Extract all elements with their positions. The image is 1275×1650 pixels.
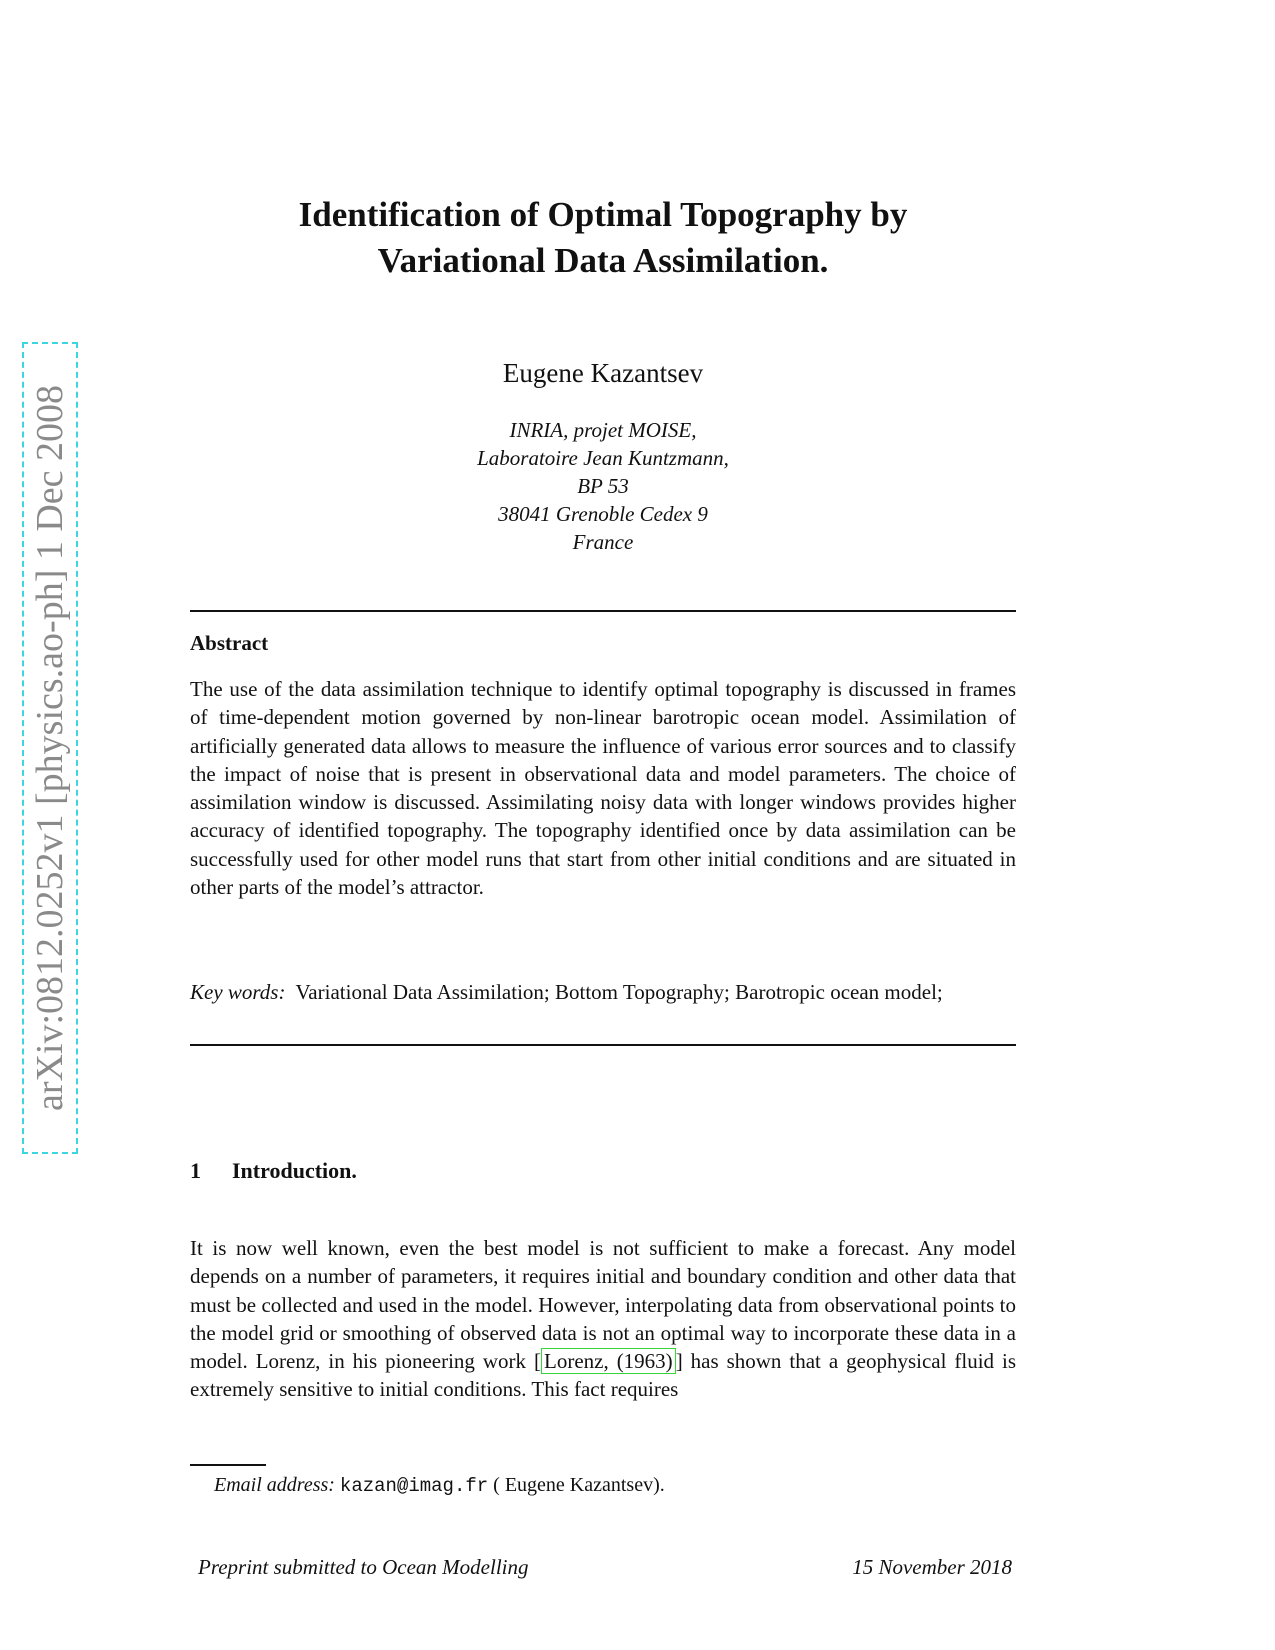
- keywords-text: Variational Data Assimilation; Bottom Topography; Barotropic ocean model;: [295, 980, 943, 1004]
- footnote: [214, 1474, 665, 1497]
- citation-link[interactable]: Lorenz, (1963): [541, 1348, 676, 1374]
- footer-date: 15 November 2018: [852, 1555, 1012, 1579]
- paper-title: [190, 192, 1016, 284]
- footnote-rule: [190, 1464, 266, 1466]
- arxiv-stamp: [22, 342, 78, 1154]
- affiliation-line: BP 53: [577, 474, 629, 498]
- affiliation-line: France: [572, 530, 634, 554]
- affiliation-line: Laboratoire Jean Kuntzmann,: [477, 446, 729, 470]
- keywords: [190, 978, 1016, 1006]
- affiliation: [190, 416, 1016, 556]
- abstract-top-rule: [190, 610, 1016, 612]
- intro-text-before: It is now well known, even the best model is not sufficient to make a forecast. Any model depends on a number of parameters, it requires initial and boundary condition and other data that must be collected and used in the model. However, interpolating data from observational points to the model grid or smoothing of observed data is not an optimal way to incorporate these data in a model. Lorenz, in his pioneering work [: [190, 1236, 1016, 1374]
- introduction-paragraph: [190, 1234, 1016, 1404]
- author-name: Eugene Kazantsev: [502, 358, 704, 388]
- abstract-text: The use of the data assimilation technique to identify optimal topography is discussed in frames of time-dependent motion governed by non-linear barotropic ocean model. Assimilation of artificially generated data allows to measure the influence of various error sources and to classify the impact of noise that is present in observational data and model parameters. The choice of assimilation window is discussed. Assimilating noisy data with longer windows provides higher accuracy of identified topography. The topography identified once by data assimilation can be successfully used for other model runs that start from other initial conditions and are situated in other parts of the model’s attractor.: [190, 677, 1016, 900]
- arxiv-identifier: arXiv:0812.0252v1 [physics.ao-ph] 1 Dec 2008: [29, 384, 71, 1112]
- footnote-suffix: ( Eugene Kazantsev).: [493, 1474, 665, 1496]
- email-link[interactable]: kazan@imag.fr: [339, 1475, 489, 1497]
- affiliation-line: INRIA, projet MOISE,: [509, 418, 697, 442]
- intro-text-after: ] has shown that a geophysical fluid is extremely sensitive to initial conditions. This fact requires: [190, 1349, 1017, 1402]
- section-heading: [190, 1158, 357, 1184]
- affiliation-line: 38041 Grenoble Cedex 9: [498, 502, 708, 526]
- footer-journal: Preprint submitted to Ocean Modelling: [198, 1555, 529, 1579]
- keywords-label: Key words:: [190, 980, 286, 1004]
- footnote-label: Email address:: [214, 1474, 335, 1496]
- abstract-bottom-rule: [190, 1044, 1016, 1046]
- abstract-heading: Abstract: [190, 631, 269, 655]
- title-line-2: Variational Data Assimilation.: [377, 241, 829, 280]
- section-number: 1: [190, 1158, 201, 1183]
- title-line-1: Identification of Optimal Topography by: [298, 195, 908, 234]
- section-title: Introduction.: [232, 1158, 357, 1183]
